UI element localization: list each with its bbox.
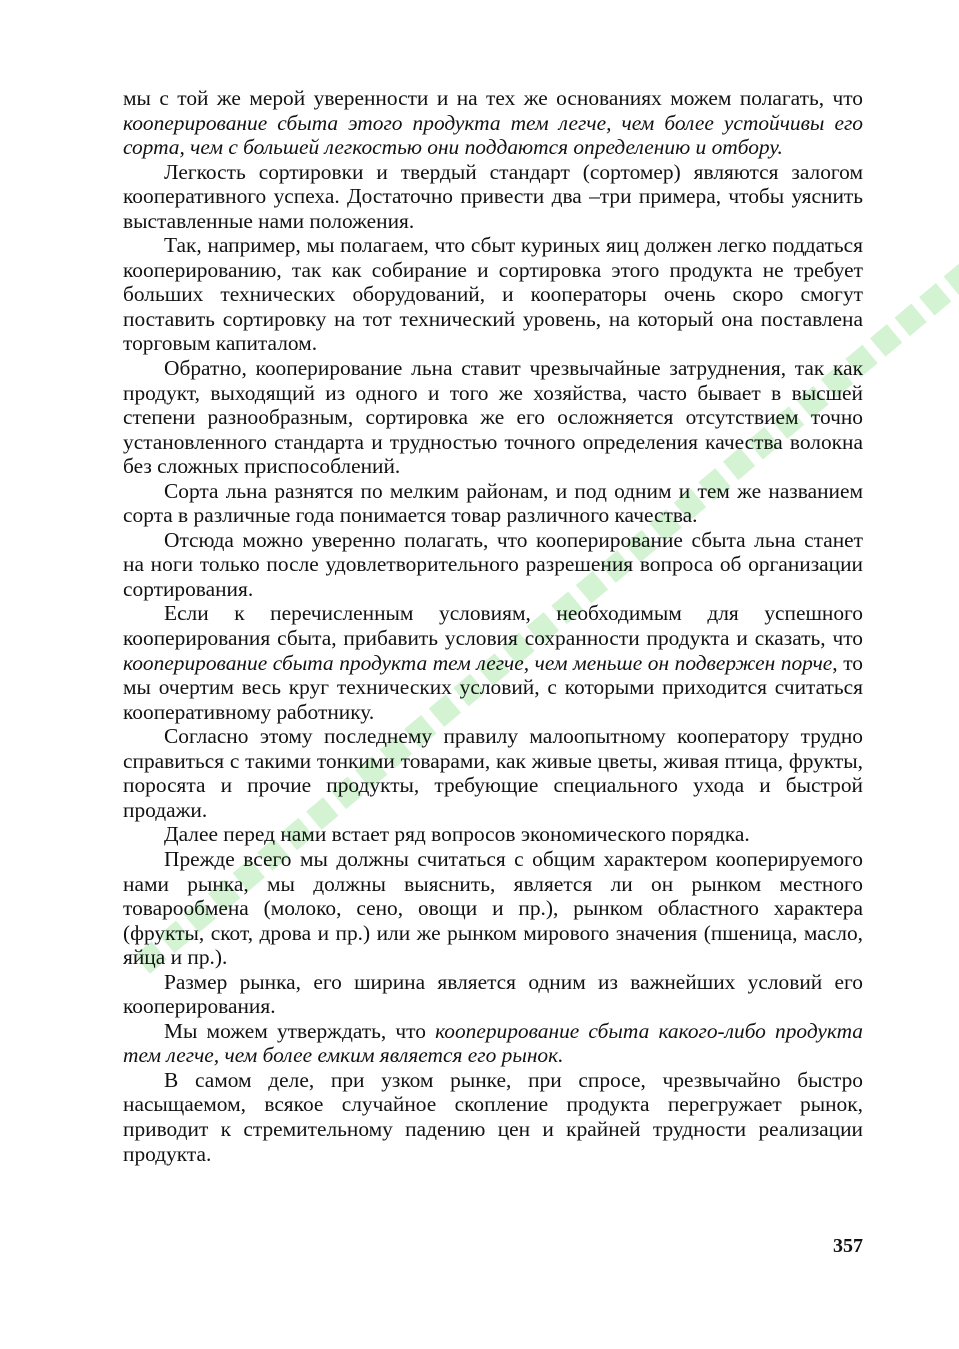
paragraph: [123, 1068, 863, 1166]
page-number: 357: [833, 1235, 863, 1257]
text-run: Отсюда можно уверенно полагать, что кооперирование сбыта льна станет на ноги только после удовлетворительного разрешения вопроса об организации сортирования.: [123, 527, 863, 601]
italic-text: кооперирование сбыта этого продукта тем легче, чем более устойчивы его сорта, чем с большей легкостью они поддаются определению и отбору.: [123, 110, 863, 160]
text-run: Согласно этому последнему правилу малоопытному кооператору трудно справиться с такими тонкими товарами, как живые цветы, живая птица, фрукты, поросята и прочие продукты, требующие специального ухода и быстрой продажи.: [123, 724, 863, 822]
text-run: Так, например, мы полагаем, что сбыт куриных яиц должен легко поддаться кооперированию, так как собирание и сортировка этого продукта не требует больших технических оборудований, и кооператоры очень скоро смогут поставить сортировку на тот технический уровень, на который она поставлена торговым капиталом.: [123, 233, 863, 356]
watermark-block: [895, 304, 927, 337]
italic-text: кооперирование сбыта продукта тем легче, чем меньше он подвержен порче: [123, 650, 833, 675]
text-run: Если к перечисленным условиям, необходимым для успешного кооперирования сбыта, прибавить условия сохранности продукта и сказать, что: [123, 601, 863, 651]
text-run: Сорта льна разнятся по мелким районам, и под одним и тем же названием сорта в различные года понимается товар различного качества.: [123, 478, 863, 528]
paragraph: [123, 356, 863, 479]
paragraph: [123, 233, 863, 356]
text-run: Прежде всего мы должны считаться с общим характером кооперируемого нами рынка, мы должны выяснить, является ли он рынком местного товарообмена (молоко, сено, овощи и пр.), рынком областного характера (фрукты, скот, дрова и пр.) или же рынком мирового значения (пшеница, масло, яйца и пр.).: [123, 846, 863, 970]
paragraph: [123, 1019, 863, 1068]
text-run: В самом деле, при узком рынке, при спросе, чрезвычайно быстро насыщаемом, всякое случайное скопление продукта перегружает рынок, приводит к стремительному падению цен и крайней трудности реализации продукта.: [123, 1067, 863, 1166]
watermark-block: [870, 324, 902, 357]
paragraph: [123, 86, 863, 160]
text-run: Далее перед нами встает ряд вопросов экономического порядка.: [164, 822, 750, 847]
paragraph: [123, 724, 863, 822]
paragraph: [123, 822, 863, 847]
paragraph: [123, 601, 863, 724]
text-run: Обратно, кооперирование льна ставит чрезвычайные затруднения, так как продукт, выходящий из одного и того же хозяйства, часто бывает в высшей степени разнообразным, сортировка же его осложняется отсутствием точно установленного стандарта и трудностью точного определения качества волокна без сложных приспособлений.: [123, 356, 863, 479]
paragraph: [123, 970, 863, 1019]
italic-text: кооперирование сбыта какого-либо продукта тем легче, чем более емким является его рынок.: [123, 1018, 864, 1068]
paragraph: [123, 528, 863, 602]
paragraph: [123, 479, 863, 528]
paragraph: [123, 160, 863, 234]
text-run: Легкость сортировки и твердый стандарт (сортомер) являются залогом кооперативного успеха. Достаточно привести два –три примера, чтобы уяснить выставленные нами положения.: [123, 159, 863, 233]
text-run: , то мы очертим весь круг технических условий, с которыми приходится считаться кооперативному работнику.: [123, 650, 863, 724]
body-text: [123, 86, 863, 1166]
watermark-block: [944, 262, 959, 295]
text-run: мы с той же мерой уверенности и на тех же основаниях можем полагать, что: [123, 86, 863, 110]
text-run: Размер рынка, его ширина является одним из важнейших условий его кооперирования.: [123, 969, 863, 1019]
watermark-block: [919, 283, 951, 316]
text-run: Мы можем утверждать, что: [164, 1018, 436, 1043]
paragraph: [123, 847, 863, 970]
